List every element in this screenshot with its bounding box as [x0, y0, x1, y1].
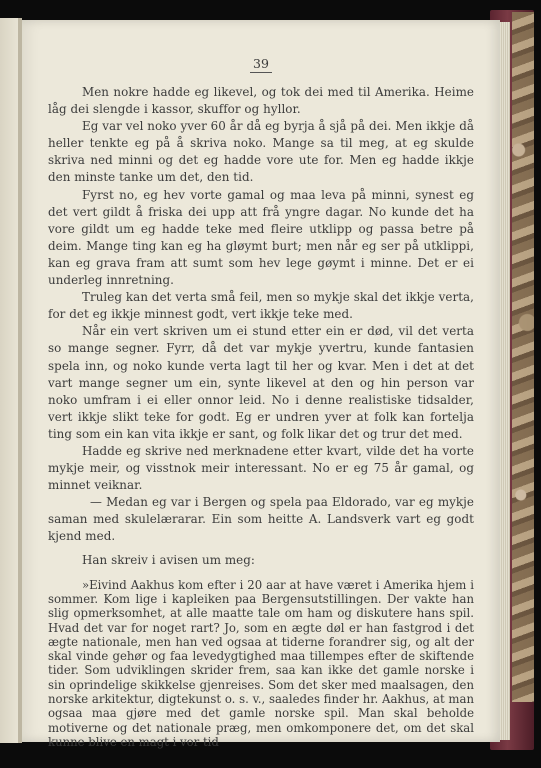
paragraph-8: Han skreiv i avisen um meg: [82, 552, 255, 567]
paragraph-2: Eg var vel noko yver 60 år då eg byrja å sjå på dei. Men ikkje då heller tenkte eg på å skriva noko. Mange sa til meg, at eg skulde skriva ned minni og det eg hadde vore ute for. Men eg hadde ikkje den minste tanke um det, den tid. [48, 119, 474, 185]
paragraph-3: Fyrst no, eg hev vorte gamal og maa leva på minni, synest eg det vert gildt å friska dei upp att frå yngre dagar. No kunde det ha vore gildt um eg hadde teke med fleire utklipp og passa betre på deim. Mange ting kan eg ha gløymt burt; men når eg ser på utklippi, kan eg grava fram att sumt som hev lege gøymt i minne. Det er ei underleg innretning. [48, 187, 474, 288]
paragraph-1: Men nokre hadde eg likevel, og tok dei med til Amerika. Heime låg dei slengde i kassor, skuffor og hyllor. [48, 85, 474, 117]
paragraph-7: — Medan eg var i Bergen og spela paa Eldorado, var eg mykje saman med skulelærarar. Ein som heitte A. Landsverk vart eg godt kjend med. [48, 495, 474, 544]
newspaper-quote: »Eivind Aakhus kom efter i 20 aar at have været i Amerika hjem i sommer. Kom lige i kapleiken paa Bergensutstillingen. Der vakte han slig opmerksomhet, at alle maatte tale om ham og diskutere hans spil. Hvad det var for noget rart? Jo, som en ægte døl er han fastgrod i det ægte nationale, men han ved ogsaa at tiderne forandrer sig, og alt der skal vinde gehør og faa levedygtighed maa tillempes efter de skiftende tider. Som udviklingen skrider frem, saa kan ikke det gamle norske i sin oprindelige skikkelse gjenreises. Som det sker med maalsagen, den norske arkitektur, digtekunst o. s. v., saaledes finder hr. Aakhus, at man ogsaa maa gjøre med det gamle norske spil. Man skal beholde motiverne og det nationale præg, men omkomponere det, om det skal kunne blive en magt i vor tid [48, 577, 474, 749]
page-text [48, 84, 474, 749]
page-number-container [22, 56, 500, 71]
page-number: 39 [250, 56, 272, 73]
paragraph-5: Når ein vert skriven um ei stund etter ein er død, vil det verta so mange segner. Fyrr, då det var mykje yvertru, kunde fantasien spela inn, og noko kunde verta lagt til her og kvar. Men i det at det vart mange segner um ein, synte likevel at den og hin person var noko umfram i ei eller onnor leid. No i denne realistiske tidsalder, vert ikkje slikt teke for godt. Eg er undren yver at folk kan fortelja ting som ein kan vita ikkje er sant, og folk likar det og trur det med. [48, 324, 474, 441]
paragraph-6: Hadde eg skrive ned merknadene etter kvart, vilde det ha vorte mykje meir, og visstnok meir interessant. No er eg 75 år gamal, og minnet veiknar. [48, 443, 474, 493]
marbled-edge [512, 12, 534, 702]
book-page [22, 20, 500, 749]
paragraph-4: Truleg kan det verta små feil, men so mykje skal det ikkje verta, for det eg ikkje minnest godt, vert ikkje teke med. [48, 290, 474, 322]
